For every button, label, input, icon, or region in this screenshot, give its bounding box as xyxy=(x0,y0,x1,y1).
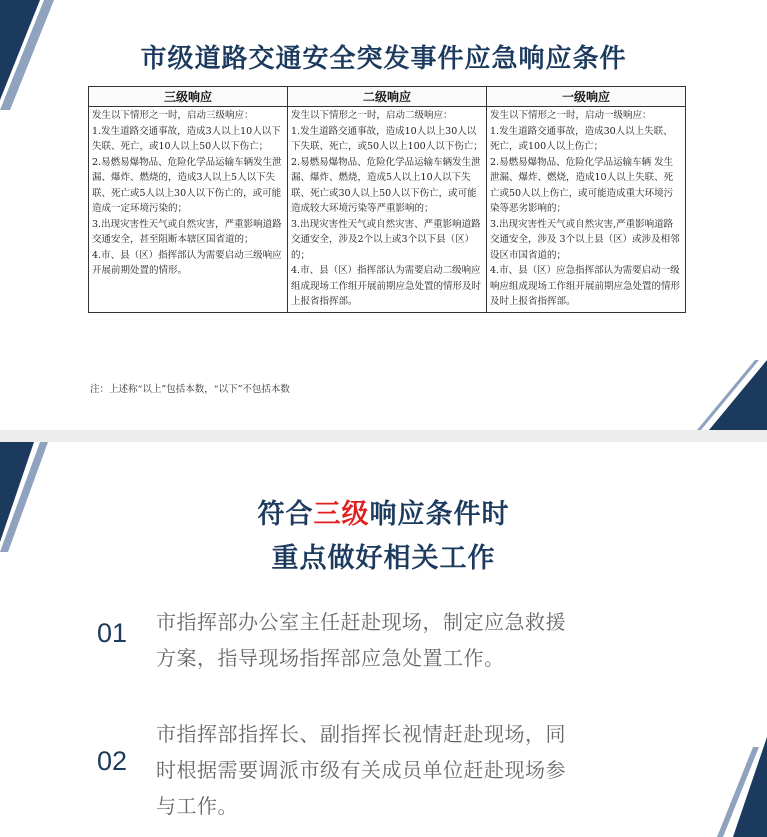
header-level-1: 一级响应 xyxy=(487,87,686,107)
slide-level3-actions xyxy=(0,442,767,837)
slide-separator xyxy=(0,430,767,442)
corner-stripes-bottom-right xyxy=(717,737,767,837)
table-header-row xyxy=(89,87,686,107)
corner-stripes-bottom-right xyxy=(697,360,767,430)
title-suffix: 响应条件时 xyxy=(369,499,510,530)
item-number-02: 02 xyxy=(97,746,128,776)
item-number-01: 01 xyxy=(97,618,128,648)
table-note: 注：上述称“以上”包括本数，“以下”不包括本数 xyxy=(90,384,290,395)
section-title-line1 xyxy=(0,492,767,531)
title-prefix: 符合 xyxy=(257,499,314,530)
table-row xyxy=(89,107,686,313)
cell-level-1: 发生以下情形之一时，启动一级响应： 1.发生道路交通事故，造成30人以上失联、死亡，或100人以上伤亡； 2.易燃易爆物品、危险化学品运输车辆 发生泄漏、爆炸、燃烧，造成10人以上失联、死亡或50人以上伤亡，或可能造成重大环境污染等恶劣影响的； 3.出现灾害性天气或自然灾害,严重影响道路交通安全，涉及 3个以上县（区）或涉及相邻设区市国省道的； 4.市、县（区）应急指挥部认为需要启动一级响应组成现场工作组开展前期应急处置的情形及时上报省指挥部。 xyxy=(487,107,686,313)
title-highlight: 三级 xyxy=(313,499,370,530)
list-item: 市指挥部指挥长、副指挥长视情赶赴现场，同时根据需要调派市级有关成员单位赶赴现场参与工作。 xyxy=(156,722,566,818)
cell-level-2: 发生以下情形之一时，启动二级响应： 1.发生道路交通事故，造成10人以上30人以下失联、死亡，或50人以上100人以下伤亡； 2.易燃易爆物品、危险化学品运输车辆发生泄漏、爆炸、燃烧，造成5人以上10人以下失联、死亡或30人以上50人以下伤亡，或可能造成较大环境污染等严重影响的； 3.出现灾害性天气或自然灾害、严重影响道路交通安全，涉及2个以上或3个以下县（区）的； 4.市、县（区）指挥部认为需要启动二级响应组成现场工作组开展前期应急处置的情形及时上报省指挥部。 xyxy=(288,107,487,313)
section-title-line2: 重点做好相关工作 xyxy=(271,543,496,574)
header-level-3: 三级响应 xyxy=(89,87,288,107)
response-conditions-table xyxy=(88,86,686,313)
header-level-2: 二级响应 xyxy=(288,87,487,107)
list-item: 市指挥部办公室主任赶赴现场，制定应急救援方案，指导现场指挥部应急处置工作。 xyxy=(156,610,566,670)
page-title: 市级道路交通安全突发事件应急响应条件 xyxy=(140,44,627,74)
cell-level-3: 发生以下情形之一时，启动三级响应： 1.发生道路交通事故，造成3人以上10人以下失联、死亡，或10人以上50人以下伤亡； 2.易燃易爆物品、危险化学品运输车辆发生泄漏、爆炸、燃烧的，造成3人以上5人以下失联、死亡或5人以上30人以下伤亡的，或可能造成一定环境污染的； 3.出现灾害性天气或自然灾害，严重影响道路交通安全，甚至阻断本辖区国省道的； 4.市、县（区）指挥部认为需要启动三级响应开展前期处置的情形。 xyxy=(89,107,288,313)
